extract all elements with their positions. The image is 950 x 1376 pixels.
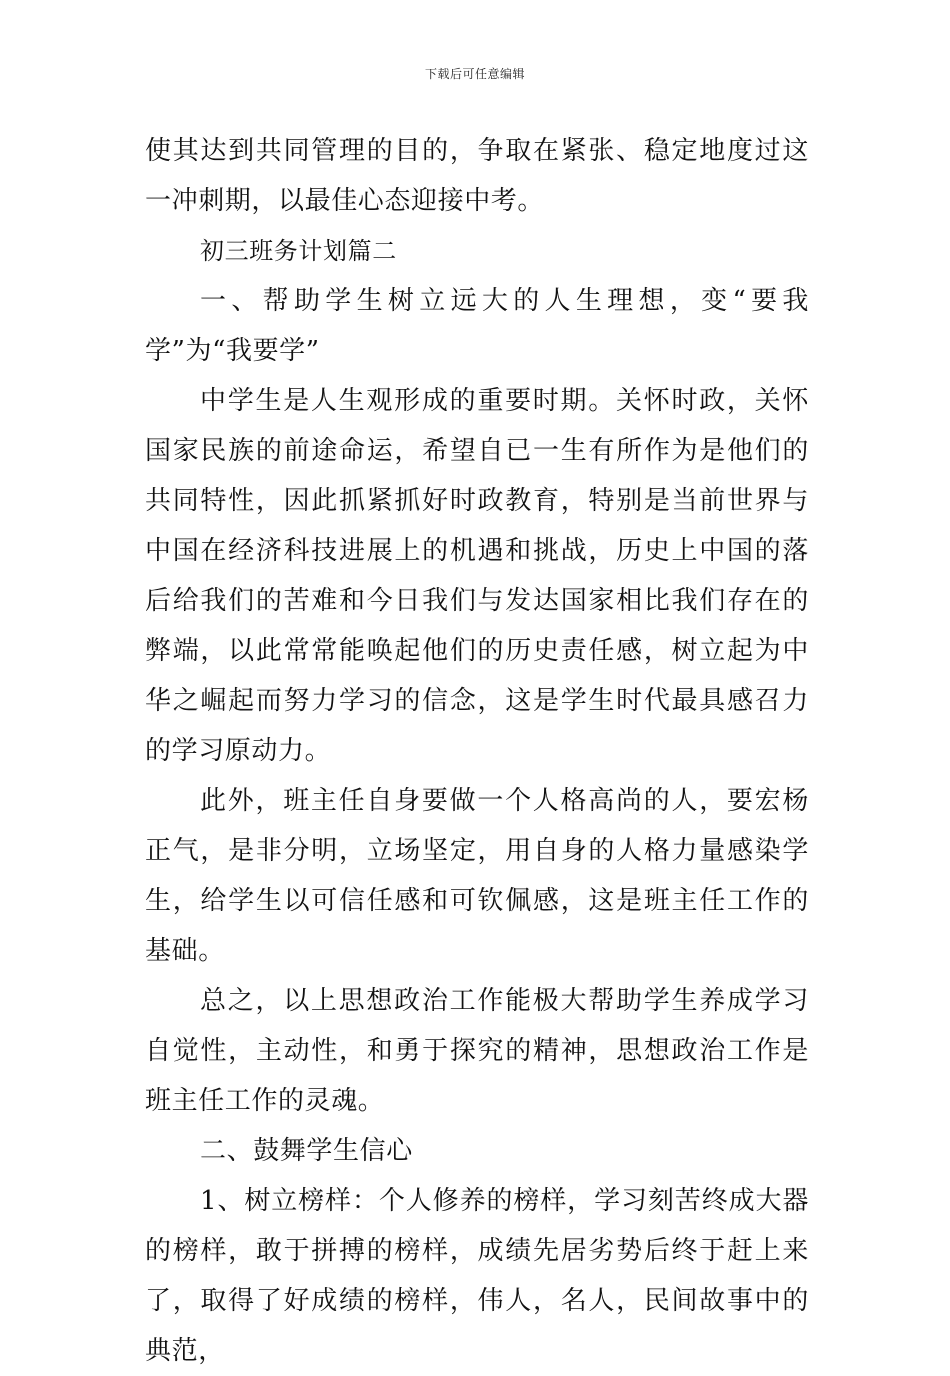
paragraph-2: 中学生是人生观形成的重要时期。关怀时政，关怀国家民族的前途命运，希望自已一生有所作为是他们的共同特性，因此抓紧抓好时政教育，特别是当前世界与中国在经济科技进展上的机遇和挑战，历史上中国的落后给我们的苦难和今日我们与发达国家相比我们存在的弊端，以此常常能唤起他们的历史责任感，树立起为中华之崛起而努力学习的信念，这是学生时代最具感召力的学习原动力。 (145, 386, 809, 766)
section-title: 初三班务计划篇二 (200, 237, 397, 265)
paragraph-3: 此外，班主任自身要做一个人格高尚的人，要宏杨正气，是非分明，立场坚定，用自身的人格力量感染学生，给学生以可信任感和可钦佩感，这是班主任工作的基础。 (145, 786, 809, 966)
heading-one: 一、帮助学生树立远大的人生理想，变“要我学”为“我要学” (145, 286, 809, 366)
paragraph-1: 使其达到共同管理的目的，争取在紧张、稳定地度过这一冲刺期，以最佳心态迎接中考。 (145, 136, 809, 216)
heading-two: 二、鼓舞学生信心 (200, 1136, 413, 1166)
page-header: 下载后可任意编辑 (424, 67, 525, 81)
paragraph-4: 总之，以上思想政治工作能极大帮助学生养成学习自觉性，主动性，和勇于探究的精神，思想政治工作是班主任工作的灵魂。 (145, 986, 809, 1116)
paragraph-5: 1、树立榜样：个人修养的榜样，学习刻苦终成大器的榜样，敢于拼搏的榜样，成绩先居劣势后终于赶上来了，取得了好成绩的榜样，伟人，名人，民间故事中的典范， (145, 1186, 809, 1366)
document-body (145, 126, 809, 1376)
